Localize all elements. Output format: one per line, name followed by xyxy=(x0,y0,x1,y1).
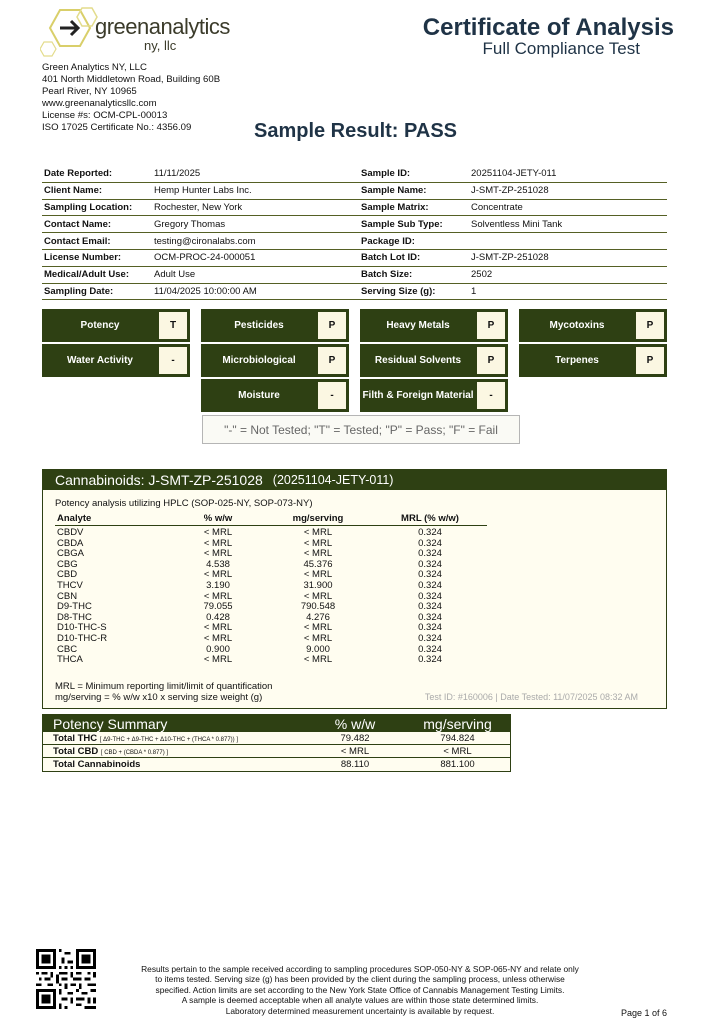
cannabinoids-title: Cannabinoids: J-SMT-ZP-251028 xyxy=(55,472,263,488)
pct-value: 0.900 xyxy=(206,643,230,655)
info-value: OCM-PROC-24-000051 xyxy=(154,252,256,264)
test-name: Filth & Foreign Material xyxy=(362,390,474,401)
test-name: Residual Solvents xyxy=(374,355,462,366)
table-header-row xyxy=(55,513,487,526)
cannabinoids-sample-id: (20251104-JETY-011) xyxy=(272,473,394,487)
summary-row xyxy=(43,758,510,771)
mg-value: 45.376 xyxy=(303,558,333,570)
lab-iso: ISO 17025 Certificate No.: 4356.09 xyxy=(42,122,192,133)
info-value: Rochester, New York xyxy=(154,201,243,213)
info-value: 11/11/2025 xyxy=(154,168,201,180)
column-header: MRL (% w/w) xyxy=(401,513,459,524)
test-name: Pesticides xyxy=(234,320,284,331)
mg-value: < MRL xyxy=(303,527,333,538)
analyte-name: THCV xyxy=(57,579,83,591)
mrl-note-line: mg/serving = % w/w x10 x serving size weight (g) xyxy=(55,692,263,703)
mrl-note-line: MRL = Minimum reporting limit/limit of quantification xyxy=(55,681,273,692)
pct-value: 3.190 xyxy=(206,579,230,591)
info-label: Package ID: xyxy=(361,235,415,247)
pct-value: < MRL xyxy=(203,548,233,560)
mg-value: < MRL xyxy=(303,548,333,560)
mg-value: < MRL xyxy=(303,537,333,549)
pct-value: < MRL xyxy=(203,527,233,538)
test-name: Moisture xyxy=(238,390,280,401)
test-name: Terpenes xyxy=(555,355,599,366)
summary-label: Total THC xyxy=(53,732,98,744)
qr-code-icon[interactable] xyxy=(36,949,96,1009)
lab-address-1: 401 North Middletown Road, Building 60B xyxy=(42,74,221,85)
analyte-name: CBDA xyxy=(57,537,84,549)
lab-address-2: Pearl River, NY 10965 xyxy=(42,86,137,97)
mg-value: < MRL xyxy=(303,622,333,634)
info-value: Concentrate xyxy=(471,201,523,213)
info-row xyxy=(42,284,362,301)
info-row xyxy=(42,216,362,233)
info-value: 20251104-JETY-011 xyxy=(471,168,557,180)
test-result: - xyxy=(159,347,187,374)
mrl-value: 0.324 xyxy=(418,548,442,560)
disclaimer-line: Results pertain to the sample received according to sampling procedures SOP-050-NY & SOP-065-NY and relate only xyxy=(141,964,579,974)
test-name: Water Activity xyxy=(67,355,133,366)
mrl-value: 0.324 xyxy=(418,632,442,644)
info-row xyxy=(359,216,667,233)
test-water-activity xyxy=(42,344,190,377)
info-value: 11/04/2025 10:00:00 AM xyxy=(154,285,257,297)
info-row xyxy=(42,250,362,267)
test-result: T xyxy=(159,312,187,339)
page-number: Page 1 of 6 xyxy=(620,1008,667,1018)
summary-label-cell xyxy=(43,733,305,744)
lab-name: Green Analytics NY, LLC xyxy=(42,62,147,73)
info-label: Date Reported: xyxy=(44,168,113,180)
table-row xyxy=(55,528,487,539)
info-label: Contact Email: xyxy=(44,235,111,247)
method-description: Potency analysis utilizing HPLC (SOP-025-NY, SOP-073-NY) xyxy=(55,498,313,509)
summary-label-cell xyxy=(43,746,305,757)
info-value: 2502 xyxy=(471,269,493,281)
pct-value: < MRL xyxy=(203,590,233,602)
lab-website: www.greenanalyticsllc.com xyxy=(42,98,157,109)
potency-summary-header xyxy=(43,715,510,732)
test-result: - xyxy=(477,382,505,409)
info-label: Sample Sub Type: xyxy=(361,218,443,230)
summary-mg: < MRL xyxy=(443,745,472,757)
info-value: Gregory Thomas xyxy=(154,218,226,230)
info-row xyxy=(359,200,667,217)
mg-value: 4.276 xyxy=(306,611,330,623)
pct-value: 79.055 xyxy=(203,601,233,613)
column-header: Analyte xyxy=(57,513,92,524)
pct-value: 0.428 xyxy=(206,611,230,623)
document-title: Certificate of Analysis xyxy=(422,14,674,41)
pct-value: < MRL xyxy=(203,537,233,549)
info-label: Contact Name: xyxy=(44,218,112,230)
info-row xyxy=(359,250,667,267)
column-header: % w/w xyxy=(334,715,376,732)
test-result: P xyxy=(318,347,346,374)
summary-formula: [ Δ9-THC + Δ9-THC + Δ10-THC + (THCA * 0.877)) ] xyxy=(99,736,239,743)
analyte-name: CBC xyxy=(57,643,78,655)
cannabinoids-panel xyxy=(42,469,667,709)
mrl-value: 0.324 xyxy=(418,558,442,570)
mrl-value: 0.324 xyxy=(418,654,442,666)
info-row xyxy=(359,284,667,301)
test-residual-solvents xyxy=(360,344,508,377)
document-subtitle: Full Compliance Test xyxy=(482,39,640,58)
table-row xyxy=(55,634,487,645)
mg-value: < MRL xyxy=(303,654,333,666)
analyte-name: CBDV xyxy=(57,527,84,538)
column-header: mg/serving xyxy=(292,513,344,524)
disclaimer-line: specified. Action limits are set according to the New York State Office of Cannabis Management Testing Limits. xyxy=(155,984,565,995)
info-label: Batch Size: xyxy=(361,269,413,281)
logo-wordmark: greenanalytics xyxy=(95,14,230,39)
analyte-name: CBGA xyxy=(57,548,84,560)
summary-pct: < MRL xyxy=(340,745,370,757)
mg-value: 9.000 xyxy=(306,643,330,655)
summary-formula: [ CBD + (CBDA * 0.877) ] xyxy=(100,749,169,756)
test-result: P xyxy=(636,312,664,339)
info-label: Serving Size (g): xyxy=(361,285,436,297)
lab-license: License #s: OCM-CPL-00013 xyxy=(42,110,168,121)
mg-value: < MRL xyxy=(303,632,333,644)
summary-label: Total CBD xyxy=(53,745,99,757)
disclaimer-line: Laboratory determined measurement uncertainty is available by request. xyxy=(225,1005,495,1016)
mrl-value: 0.324 xyxy=(418,643,442,655)
logo-subline: ny, llc xyxy=(144,38,177,53)
sample-result-heading: Sample Result: PASS xyxy=(253,120,458,142)
test-name: Heavy Metals xyxy=(386,320,450,331)
info-value: Adult Use xyxy=(154,269,196,281)
test-terpenes xyxy=(519,344,667,377)
test-name: Potency xyxy=(80,320,120,331)
info-value: J-SMT-ZP-251028 xyxy=(471,185,549,197)
info-value: Solventless Mini Tank xyxy=(471,218,563,230)
test-result: P xyxy=(477,347,505,374)
info-label: Sample ID: xyxy=(361,168,411,180)
test-microbiological xyxy=(201,344,349,377)
info-value: 1 xyxy=(471,285,477,297)
summary-pct: 79.482 xyxy=(340,732,370,744)
summary-label: Total Cannabinoids xyxy=(53,759,141,770)
mg-value: < MRL xyxy=(303,590,333,602)
test-name: Microbiological xyxy=(222,355,296,366)
info-row xyxy=(42,267,362,284)
info-label: License Number: xyxy=(44,252,122,264)
info-label: Sample Matrix: xyxy=(361,201,429,213)
mrl-value: 0.324 xyxy=(418,537,442,549)
mrl-value: 0.324 xyxy=(418,590,442,602)
cannabinoids-table xyxy=(55,513,487,666)
mrl-note xyxy=(55,681,272,703)
mrl-value: 0.324 xyxy=(418,611,442,623)
analyte-name: THCA xyxy=(57,654,83,666)
hexagon-arrow-icon xyxy=(40,6,100,62)
mg-value: 31.900 xyxy=(303,579,333,591)
info-value: J-SMT-ZP-251028 xyxy=(471,252,549,264)
summary-label-cell xyxy=(43,759,305,770)
info-row xyxy=(42,200,362,217)
result-legend: "-" = Not Tested; "T" = Tested; "P" = Pass; "F" = Fail xyxy=(202,415,520,444)
info-row xyxy=(359,233,667,250)
client-info-table xyxy=(42,166,362,300)
info-label: Sample Name: xyxy=(361,185,427,197)
column-header: % w/w xyxy=(203,513,233,524)
pct-value: < MRL xyxy=(203,632,233,644)
info-label: Sampling Location: xyxy=(44,201,133,213)
test-result: P xyxy=(636,347,664,374)
info-row xyxy=(359,183,667,200)
info-label: Medical/Adult Use: xyxy=(44,269,129,281)
table-row xyxy=(55,581,487,592)
disclaimer-line: to items tested. Serving size (g) has been provided by the client during the sampling process, unless otherwise xyxy=(155,974,565,985)
summary-row xyxy=(43,732,510,745)
mrl-value: 0.324 xyxy=(418,579,442,591)
mrl-value: 0.324 xyxy=(418,527,442,538)
mrl-value: 0.324 xyxy=(418,569,442,581)
summary-mg: 881.100 xyxy=(440,759,475,770)
info-label: Batch Lot ID: xyxy=(361,252,421,264)
test-potency xyxy=(42,309,190,342)
mg-value: < MRL xyxy=(303,569,333,581)
potency-summary-panel xyxy=(42,714,511,772)
info-value: Hemp Hunter Labs Inc. xyxy=(154,185,252,197)
test-pesticides xyxy=(201,309,349,342)
info-row xyxy=(42,183,362,200)
disclaimer-line: A sample is deemed acceptable when all analyte values are within those state determined limits. xyxy=(181,995,539,1006)
info-row xyxy=(42,166,362,183)
info-label: Client Name: xyxy=(44,185,103,197)
test-heavy-metals xyxy=(360,309,508,342)
pct-value: 4.538 xyxy=(206,558,230,570)
test-result: - xyxy=(318,382,346,409)
analyte-name: D9-THC xyxy=(57,601,92,613)
analyte-name: CBG xyxy=(57,558,78,570)
info-label: Sampling Date: xyxy=(44,285,114,297)
sample-info-table xyxy=(359,166,667,300)
summary-row xyxy=(43,745,510,758)
mrl-value: 0.324 xyxy=(418,601,442,613)
analyte-name: D8-THC xyxy=(57,611,92,623)
test-result: P xyxy=(318,312,346,339)
mrl-value: 0.324 xyxy=(418,622,442,634)
cannabinoids-header xyxy=(43,470,666,490)
info-row xyxy=(42,233,362,250)
test-name: Mycotoxins xyxy=(549,320,605,331)
column-header: mg/serving xyxy=(423,715,492,732)
pct-value: < MRL xyxy=(203,622,233,634)
mg-value: 790.548 xyxy=(300,601,336,613)
summary-pct: 88.110 xyxy=(340,759,370,770)
potency-summary-title: Potency Summary xyxy=(53,715,168,732)
pct-value: < MRL xyxy=(203,569,233,581)
test-moisture xyxy=(201,379,349,412)
test-mycotoxins xyxy=(519,309,667,342)
test-result: P xyxy=(477,312,505,339)
analyte-name: CBN xyxy=(57,590,78,602)
pct-value: < MRL xyxy=(203,654,233,666)
summary-mg: 794.824 xyxy=(440,732,475,744)
analyte-name: D10-THC-R xyxy=(57,632,108,644)
info-row xyxy=(359,267,667,284)
test-filth-foreign-material xyxy=(360,379,508,412)
info-value: testing@cironalabs.com xyxy=(154,235,256,247)
analyte-name: D10-THC-S xyxy=(57,622,107,634)
info-row xyxy=(359,166,667,183)
disclaimer-text xyxy=(120,964,600,1016)
analyte-name: CBD xyxy=(57,569,78,581)
table-row xyxy=(55,655,487,666)
test-id-stamp: Test ID: #160006 | Date Tested: 11/07/2025 08:32 AM xyxy=(424,692,638,702)
